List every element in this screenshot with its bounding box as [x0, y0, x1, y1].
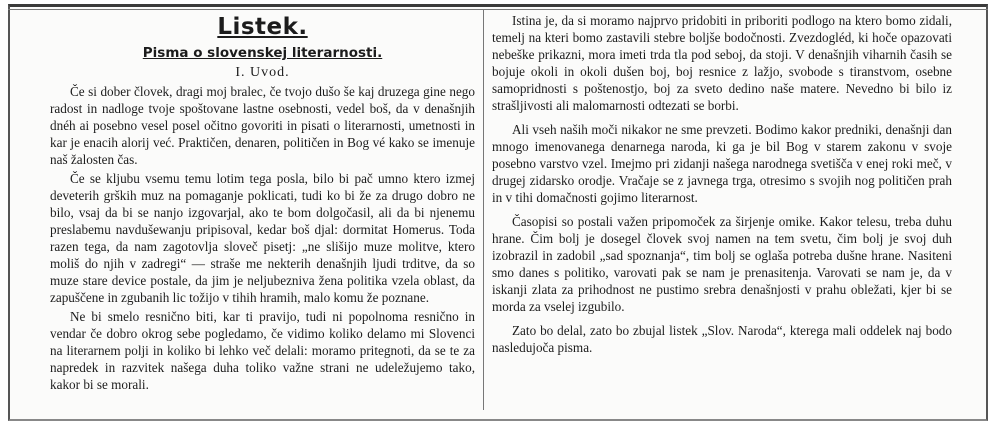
paragraph: Ne bi smelo resnično biti, kar ti pravijo, tudi ni popolnoma resnično in vendar če dobro okrog sebe pogledamo, če vidimo koliko delamo mi Slovenci na literarnem polji in koliko bi lehko več delali: moramo pritegnoti, da se te za napredek in razvitek našega duha toliko važne strani ne udeležujemo tako, kakor bi se morali. [50, 309, 475, 392]
masthead-title: Listek. [217, 14, 308, 40]
column-divider [483, 10, 484, 410]
paragraph: Istina je, da si moramo najprvo pridobiti in priboriti podlogo na ktero bomo zidali, temelj na kteri bomo zastavili stebre boljše bodočnosti. Zvezdogléd, ki hoče opazovati nebeške prikazni, mora imeti trda tla pod seboj, da stoji. V denašnjih viharnih časih se bojuje okoli in okoli dušen boj, boj resnice z lažjo, svobode s tiranstvom, osebne samopridnosti s poštenostjo, boj za sveto dedino naše matere. Nevedno bi bilo iz strašljivosti ali malomarnosti odtezati se borbi. [492, 13, 952, 113]
paragraph: Časopisi so postali važen pripomoček za širjenje omike. Kakor telesu, treba duhu hrane. Čim bolj je dosegel človek svoj namen na tem svetu, čim bolj je svoj duh izobrazil in zadobil „sad spoznanja“, tim bolj se oglaša potreba dušne hrane. Nasiteni smo danes s politiko, varovati pak se nam je prenasitenja. Varovati se nam je, da v iskanji zlata za prihodnost ne pustimo srebra denašnjosti v prahu obležati, kjer bi se morda za vselej izgubilo. [492, 214, 952, 314]
article-title: Pisma o slovenskej literarnosti. [142, 45, 383, 61]
right-column [492, 12, 952, 356]
section-heading: I. Uvod. [235, 65, 290, 80]
paragraph: Če se kljubu vsemu temu lotim tega posla, bilo bi pač umno ktero izmej deveterih grških muz na pomaganje poklicati, tudi ko bi že za drugo dobro ne bilo, vsaj da bi se nanjo izgovarjal, ako te bom dolgočasil, ali da bi njenemu preslabemu navdušewanju pripisoval, kedar boš djal: dormitat Homerus. Toda razen tega, da nam zagotovlja sloveč pisetj: „ne slišijo muze molitve, ktero moliš do njih v zadregi“ — straše me nekterih denašnjih ljudi trditve, da so muze stare device postale, da jim je neljubezniva žena politika vzela oblast, da zapuščene in zgubanih lic tožijo v tihih hramih, malo komu že poznane. [50, 171, 475, 305]
paragraph: Če si dober človek, dragi moj bralec, če tvojo dušo še kaj druzega gine nego radost in nadloge tvoje spoštovane lastne osebnosti, vedel boš, da v denašnjih dnéh ai posebno vesel posel očitno govoriti in pisati o literarnosti, umetnosti in kar je enacih alorij već. Praktičen, denaren, političen in Bog vé kako se imenuje naš žalosten čas. [50, 84, 475, 167]
paragraph: Zato bo delal, zato bo zbujal listek „Slov. Naroda“, kterega mali oddelek naj bodo nasledujoča pisma. [492, 323, 952, 355]
paragraph: Ali vseh naših moči nikakor ne sme prevzeti. Bodimo kakor predniki, denašnji dan mnogo imenovanega denarnega naroda, ki ga je bil Bog v starem zakonu v svoje posebno varstvo vzel. Imejmo pri zidanji našega narodnega svetišča v enej roki meč, v drugej zidarsko orodje. Vračaje se z javnega trga, otresimo s svojih nog političen prah in v tihi domačnosti gojimo literarnost. [492, 122, 952, 205]
top-rule [8, 9, 988, 10]
left-column [50, 12, 475, 393]
